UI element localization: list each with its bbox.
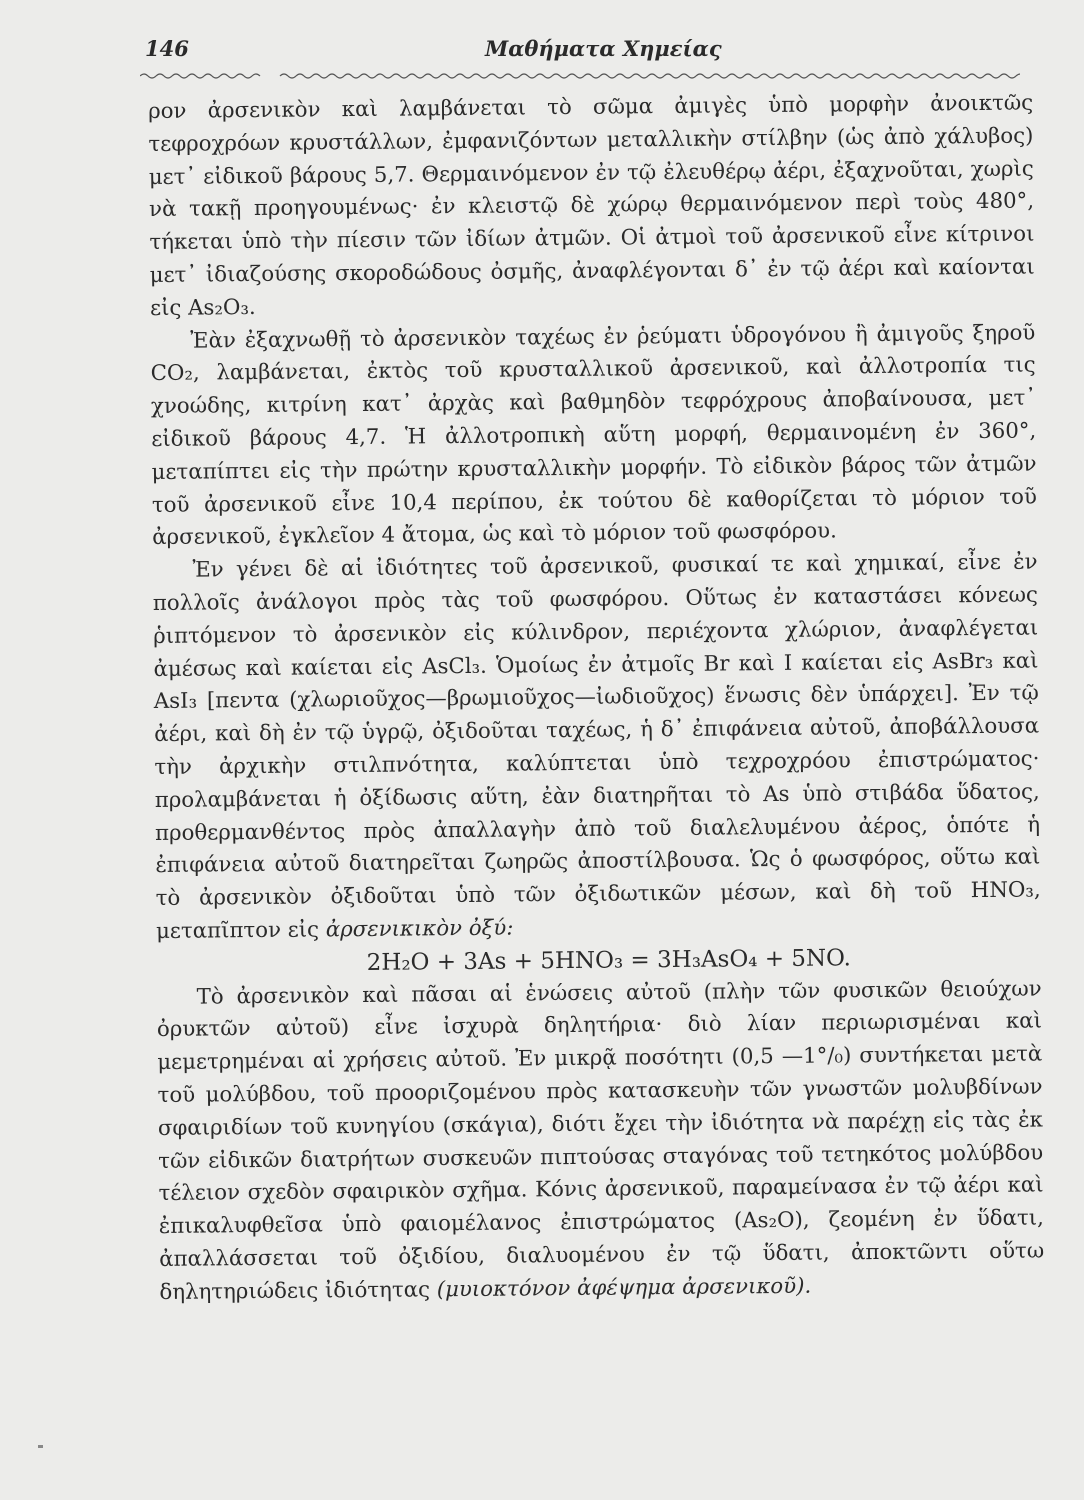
italic-term: ἀρσενικικὸν ὀξύ: — [325, 915, 514, 943]
page-number: 146 — [145, 36, 189, 61]
header-wavy-rule — [140, 70, 1020, 82]
chemical-equation: 2H₂O + 3As + 5HNO₃ = 3H₃AsO₄ + 5NO. — [366, 945, 852, 976]
page-header — [145, 30, 1015, 70]
running-title: Μαθήματα Χημείας — [485, 36, 722, 61]
italic-term: (μυιοκτόνον ἀφέψημα ἀρσενικοῦ). — [436, 1273, 812, 1302]
paragraph-3: Ἐν γένει δὲ αἱ ἰδιότητες τοῦ ἀρσενικοῦ, φυσικαί τε καὶ χημικαί, εἶνε ἐν πολλοῖς ἀνάλογοι πρὸς τὰς τοῦ φωσφόρου. Οὕτως ἐν καταστάσει κόνεως ῥιπτόμενον τὸ ἀρσενικὸν εἰς κύλινδρον, περιέχοντα χλώριον, ἀναφλέγεται ἀμέσως καὶ καίεται εἰς AsCl₃. Ὁμοίως ἐν ἀτμοῖς Br καὶ I καίεται εἰς AsBr₃ καὶ AsI₃ [πεντα (χλωριοῦχος—βρωμιοῦχος—ἰωδιοῦχος) ἕνωσις δὲν ὑπάρχει]. Ἐν τῷ ἀέρι, καὶ δὴ ἐν τῷ ὑγρῷ, ὀξιδοῦται ταχέως, ἡ δ᾽ ἐπιφάνεια αὐτοῦ, ἀποβάλλουσα τὴν ἀρχικὴν στιλπνότητα, καλύπτεται ὑπὸ τεχροχρόου ἐπιστρώματος· προλαμβάνεται ἡ ὀξίδωσις αὕτη, ἐὰν διατηρῆται τὸ As ὑπὸ στιβάδα ὕδατος, προθερμανθέντος πρὸς ἀπαλλαγὴν ἀπὸ τοῦ διαλελυμένου ἀέρος, ὁπότε ἡ ἐπιφάνεια αὐτοῦ διατηρεῖται ζωηρῶς ἀποστίλβουσα. Ὡς ὁ φωσφόρος, οὕτω καὶ τὸ ἀρσενικὸν ὀξιδοῦται ὑπὸ τῶν ὀξιδωτικῶν μέσων, καὶ δὴ τοῦ HNO₃, μεταπῖπτον εἰς ἀρσενικικὸν ὀξύ: — [152, 549, 1041, 944]
paragraph-2: Ἐὰν ἐξαχνωθῇ τὸ ἀρσενικὸν ταχέως ἐν ῥεύματι ὑδρογόνου ἢ ἀμιγοῦς ξηροῦ CO₂, λαμβάνεται, ἐκτὸς τοῦ κρυσταλλικοῦ ἀρσενικοῦ, καὶ ἀλλοτροπία τις χνοώδης, κιτρίνη κατ᾽ ἀρχὰς καὶ βαθμηδὸν τεφρόχρους ἀποβαίνουσα, μετ᾽ εἰδικοῦ βάρους 4,7. Ἡ ἀλλοτροπικὴ αὕτη μορφή, θερμαινομένη ἐν 360°, μεταπίπτει εἰς τὴν πρώτην κρυσταλλικὴν μορφήν. Τὸ εἰδικὸν βάρος τῶν ἀτμῶν τοῦ ἀρσενικοῦ εἶνε 10,4 περίπου, ἐκ τούτου δὲ καθορίζεται τὸ μόριον τοῦ ἀρσενικοῦ, ἐγκλεῖον 4 ἄτομα, ὡς καὶ τὸ μόριον τοῦ φωσφόρου. — [150, 320, 1038, 551]
paragraph-4: Τὸ ἀρσενικὸν καὶ πᾶσαι αἱ ἑνώσεις αὐτοῦ (πλὴν τῶν φυσικῶν θειούχων ὀρυκτῶν αὐτοῦ) εἶνε ἰσχυρὰ δηλητήρια· διὸ λίαν περιωρισμέναι καὶ μεμετρημέναι αἱ χρήσεις αὐτοῦ. Ἐν μικρᾷ ποσότητι (0,5 —1°/₀) συντήκεται μετὰ τοῦ μολύβδου, τοῦ προοριζομένου πρὸς κατασκευὴν τῶν γνωστῶν μολυβδίνων σφαιριδίων τοῦ κυνηγίου (σκάγια), διότι ἔχει τὴν ἰδιότητα νὰ παρέχῃ εἰς τὰς ἐκ τῶν εἰδικῶν διατρήτων συσκευῶν πιπτούσας σταγόνας τοῦ τετηκότος μολύβδου τέλειον σχεδὸν σφαιρικὸν σχῆμα. Κόνις ἀρσενικοῦ, παραμείνασα ἐν τῷ ἀέρι καὶ ἐπικαλυφθεῖσα ὑπὸ φαιομέλανος ἐπιστρώματος (As₂O), ζεομένη ἐν ὕδατι, ἀπαλλάσσεται τοῦ ὀξιδίου, διαλυομένου ἐν τῷ ὕδατι, ἀποκτῶντι οὕτω δηλητηριώδεις ἰδιότητας (μυιοκτόνον ἀφέψημα ἀρσενικοῦ). — [156, 975, 1045, 1305]
scan-mark — [38, 1445, 43, 1448]
paragraph-1: ρον ἀρσενικὸν καὶ λαμβάνεται τὸ σῶμα ἀμιγὲς ὑπὸ μορφὴν ἀνοικτῶς τεφροχρόων κρυστάλλων, ἐμφανιζόντων μεταλλικὴν στίλβην (ὡς ἀπὸ χάλυβος) μετ᾽ εἰδικοῦ βάρους 5,7. Θερμαινόμενον ἐν τῷ ἐλευθέρῳ ἀέρι, ἐξαχνοῦται, χωρὶς νὰ τακῇ προηγουμένως· ἐν κλειστῷ δὲ χώρῳ θερμαινόμενον περὶ τοὺς 480°, τήκεται ὑπὸ τὴν πίεσιν τῶν ἰδίων ἀτμῶν. Οἱ ἀτμοὶ τοῦ ἀρσενικοῦ εἶνε κίτρινοι μετ᾽ ἰδιαζούσης σκοροδώδους ὀσμῆς, ἀναφλέγονται δ᾽ ἐν τῷ ἀέρι καὶ καίονται εἰς As₂O₃. — [148, 90, 1035, 321]
body-text — [148, 88, 1045, 1310]
